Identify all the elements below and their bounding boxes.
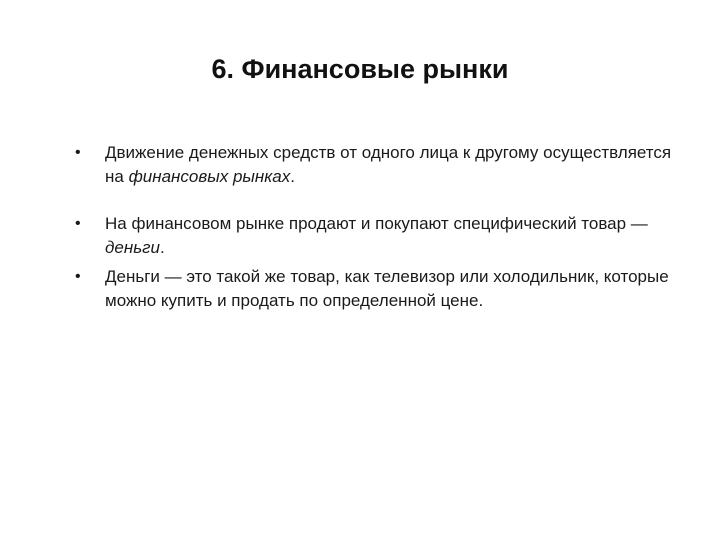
bullet-text: На финансовом рынке продают и покупают специфический товар — [105,214,648,233]
bullet-list [72,141,672,312]
bullet-item [72,212,672,259]
bullet-text: Движение денежных средств от одного лица к другому осуществляется на [105,143,672,186]
bullet-text-end: . [290,166,295,186]
bullet-text: Деньги — это такой же товар, как телевизор или холодильник, которые можно купить и продать по определенной цене. [105,267,669,310]
bullet-emphasis: деньги [105,237,160,257]
bullet-emphasis: финансовых рынках [128,166,291,186]
bullet-text-end: . [159,237,165,257]
slide-title: 6. Финансовые рынки [211,54,509,84]
bullet-item [72,141,672,188]
bullet-item [72,265,672,312]
bullet-marker: • [75,268,81,285]
bullet-marker: • [75,144,81,161]
bullet-marker: • [75,215,81,232]
